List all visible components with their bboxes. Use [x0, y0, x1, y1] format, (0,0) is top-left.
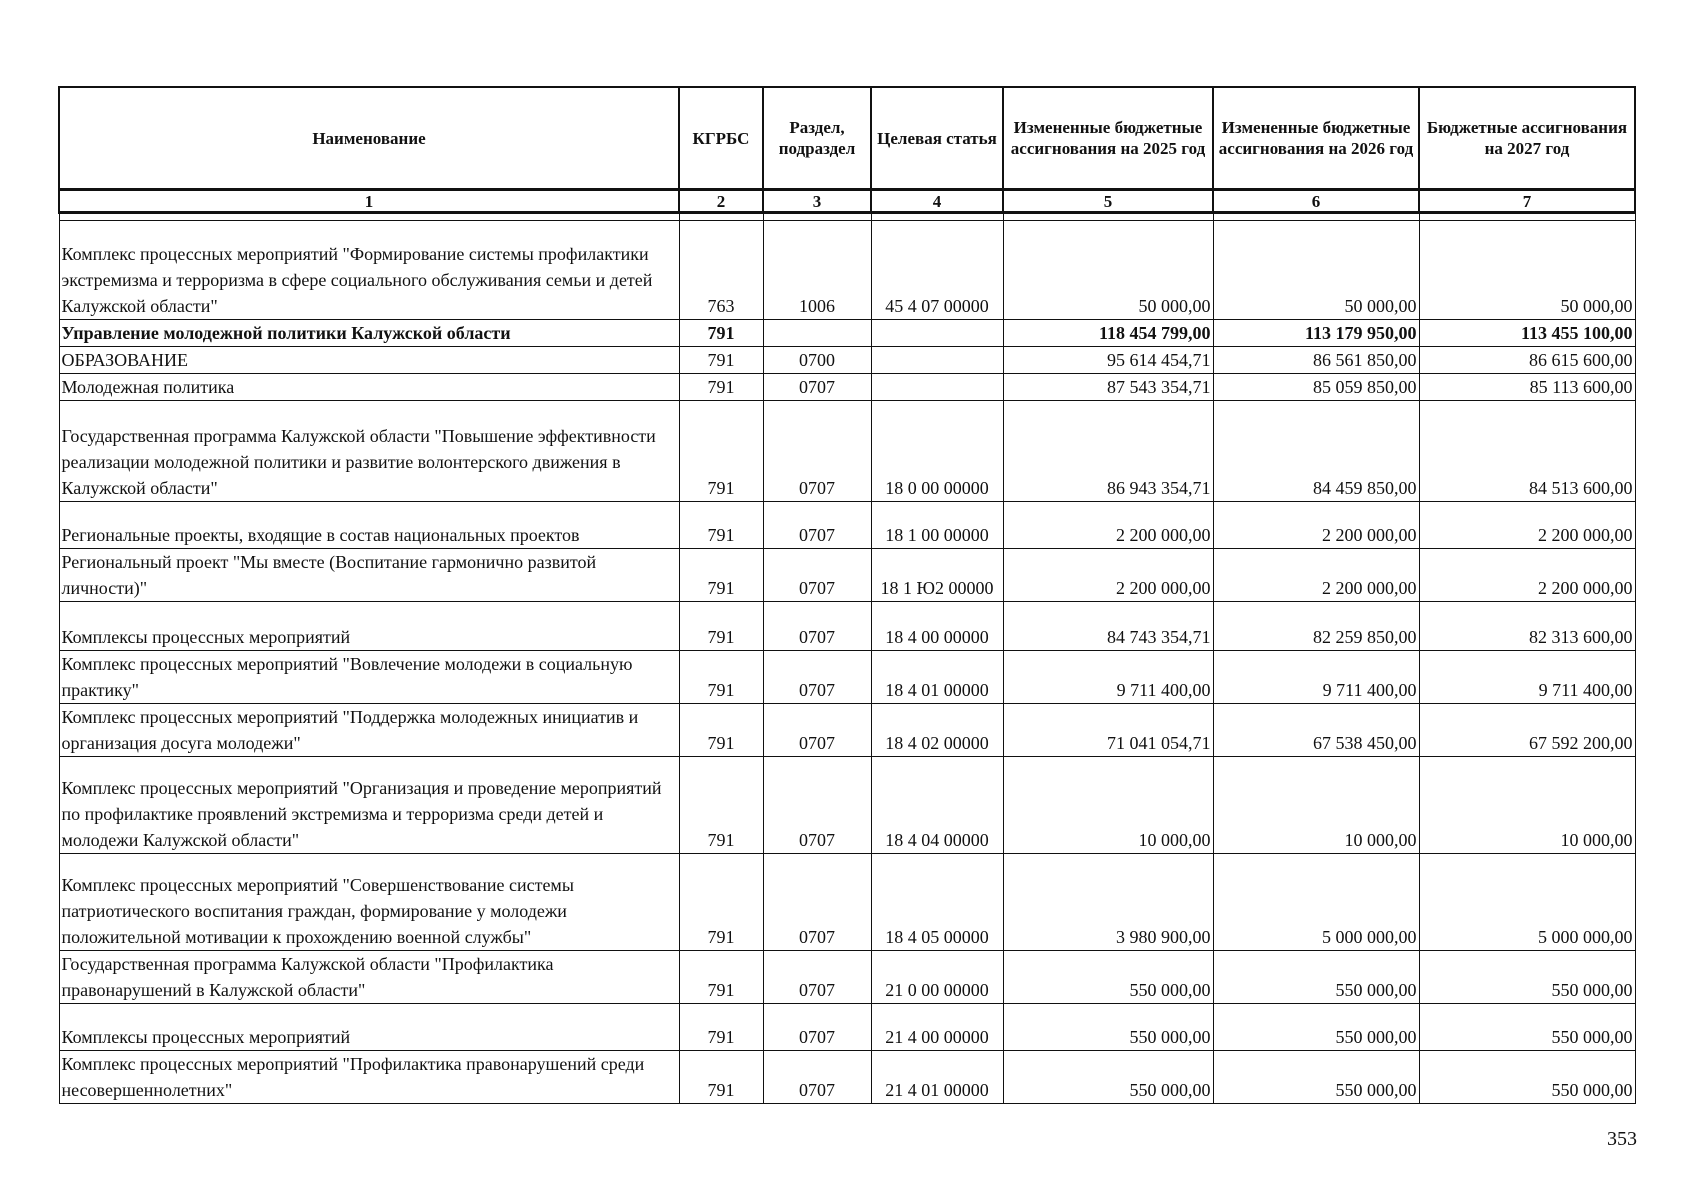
row-target-article: 18 4 05 00000 [871, 854, 1003, 951]
row-amount-2025: 95 614 454,71 [1003, 347, 1213, 374]
row-amount-2026: 67 538 450,00 [1213, 704, 1419, 757]
row-kgrbs: 791 [679, 320, 763, 347]
row-target-article: 18 4 00 00000 [871, 602, 1003, 651]
row-kgrbs: 791 [679, 1004, 763, 1051]
row-target-article: 21 4 01 00000 [871, 1051, 1003, 1104]
row-section: 0707 [763, 602, 871, 651]
row-amount-2027: 50 000,00 [1419, 221, 1635, 320]
row-target-article: 18 4 02 00000 [871, 704, 1003, 757]
column-number: 5 [1003, 190, 1213, 213]
row-section: 0707 [763, 549, 871, 602]
budget-document [58, 86, 1634, 1104]
row-amount-2026: 5 000 000,00 [1213, 854, 1419, 951]
row-name: Комплекс процессных мероприятий "Организация и проведение мероприятий по профилактике проявлений экстремизма и терроризма среди детей и молодежи Калужской области" [59, 757, 679, 854]
table-row [59, 854, 1635, 951]
table-row [59, 502, 1635, 549]
column-number: 2 [679, 190, 763, 213]
column-number: 7 [1419, 190, 1635, 213]
row-kgrbs: 791 [679, 374, 763, 401]
table-row [59, 1051, 1635, 1104]
page-number: 353 [1607, 1128, 1637, 1150]
header-target-article: Целевая статья [871, 87, 1003, 190]
row-amount-2025: 118 454 799,00 [1003, 320, 1213, 347]
budget-table [58, 86, 1636, 1104]
row-amount-2027: 550 000,00 [1419, 1051, 1635, 1104]
row-kgrbs: 791 [679, 651, 763, 704]
row-target-article: 18 1 00 00000 [871, 502, 1003, 549]
row-amount-2025: 550 000,00 [1003, 951, 1213, 1004]
row-amount-2027: 550 000,00 [1419, 1004, 1635, 1051]
table-row [59, 602, 1635, 651]
row-amount-2026: 2 200 000,00 [1213, 502, 1419, 549]
row-amount-2025: 9 711 400,00 [1003, 651, 1213, 704]
row-section: 0707 [763, 502, 871, 549]
row-amount-2025: 2 200 000,00 [1003, 502, 1213, 549]
row-name: Комплекс процессных мероприятий "Поддержка молодежных инициатив и организация досуга молодежи" [59, 704, 679, 757]
row-target-article: 45 4 07 00000 [871, 221, 1003, 320]
row-amount-2026: 10 000,00 [1213, 757, 1419, 854]
row-target-article: 18 4 01 00000 [871, 651, 1003, 704]
row-kgrbs: 791 [679, 549, 763, 602]
table-row [59, 320, 1635, 347]
row-section: 0700 [763, 347, 871, 374]
row-target-article: 18 4 04 00000 [871, 757, 1003, 854]
row-amount-2026: 550 000,00 [1213, 1051, 1419, 1104]
table-header-row [59, 87, 1635, 190]
header-section: Раздел, подраздел [763, 87, 871, 190]
table-row [59, 651, 1635, 704]
row-amount-2026: 2 200 000,00 [1213, 549, 1419, 602]
row-section: 0707 [763, 1004, 871, 1051]
row-amount-2027: 82 313 600,00 [1419, 602, 1635, 651]
header-name: Наименование [59, 87, 679, 190]
row-section: 0707 [763, 651, 871, 704]
row-amount-2026: 9 711 400,00 [1213, 651, 1419, 704]
table-row [59, 401, 1635, 502]
row-amount-2025: 50 000,00 [1003, 221, 1213, 320]
header-2027: Бюджетные ассигнования на 2027 год [1419, 87, 1635, 190]
row-section: 0707 [763, 757, 871, 854]
row-target-article [871, 374, 1003, 401]
row-target-article [871, 320, 1003, 347]
row-kgrbs: 791 [679, 502, 763, 549]
row-section: 0707 [763, 1051, 871, 1104]
row-name: Комплекс процессных мероприятий "Формирование системы профилактики экстремизма и терроризма в сфере социального обслуживания семьи и детей Калужской области" [59, 221, 679, 320]
row-amount-2027: 84 513 600,00 [1419, 401, 1635, 502]
table-row [59, 757, 1635, 854]
row-amount-2025: 3 980 900,00 [1003, 854, 1213, 951]
column-number: 1 [59, 190, 679, 213]
row-amount-2026: 550 000,00 [1213, 1004, 1419, 1051]
row-section: 0707 [763, 951, 871, 1004]
row-amount-2025: 71 041 054,71 [1003, 704, 1213, 757]
table-body [59, 213, 1635, 1104]
row-amount-2027: 550 000,00 [1419, 951, 1635, 1004]
row-kgrbs: 791 [679, 347, 763, 374]
row-amount-2026: 113 179 950,00 [1213, 320, 1419, 347]
row-amount-2025: 550 000,00 [1003, 1004, 1213, 1051]
table-row [59, 1004, 1635, 1051]
column-number: 6 [1213, 190, 1419, 213]
table-row [59, 549, 1635, 602]
table-row [59, 374, 1635, 401]
row-name: Комплекс процессных мероприятий "Вовлечение молодежи в социальную практику" [59, 651, 679, 704]
row-kgrbs: 763 [679, 221, 763, 320]
row-amount-2027: 5 000 000,00 [1419, 854, 1635, 951]
column-number: 3 [763, 190, 871, 213]
row-amount-2027: 85 113 600,00 [1419, 374, 1635, 401]
row-target-article: 21 0 00 00000 [871, 951, 1003, 1004]
row-amount-2027: 9 711 400,00 [1419, 651, 1635, 704]
row-name: ОБРАЗОВАНИЕ [59, 347, 679, 374]
column-number: 4 [871, 190, 1003, 213]
row-name: Управление молодежной политики Калужской области [59, 320, 679, 347]
row-amount-2026: 50 000,00 [1213, 221, 1419, 320]
header-2025: Измененные бюджетные ассигнования на 2025 год [1003, 87, 1213, 190]
row-name: Региональный проект "Мы вместе (Воспитание гармонично развитой личности)" [59, 549, 679, 602]
row-target-article [871, 347, 1003, 374]
row-section: 0707 [763, 401, 871, 502]
header-2026: Измененные бюджетные ассигнования на 2026 год [1213, 87, 1419, 190]
row-amount-2027: 2 200 000,00 [1419, 549, 1635, 602]
row-name: Комплексы процессных мероприятий [59, 602, 679, 651]
table-row [59, 221, 1635, 320]
row-amount-2027: 67 592 200,00 [1419, 704, 1635, 757]
row-amount-2026: 85 059 850,00 [1213, 374, 1419, 401]
row-name: Государственная программа Калужской области "Профилактика правонарушений в Калужской области" [59, 951, 679, 1004]
row-kgrbs: 791 [679, 757, 763, 854]
row-amount-2025: 84 743 354,71 [1003, 602, 1213, 651]
row-section: 0707 [763, 854, 871, 951]
row-amount-2025: 2 200 000,00 [1003, 549, 1213, 602]
row-target-article: 18 1 Ю2 00000 [871, 549, 1003, 602]
row-amount-2026: 84 459 850,00 [1213, 401, 1419, 502]
row-section [763, 320, 871, 347]
row-name: Комплекс процессных мероприятий "Профилактика правонарушений среди несовершеннолетних" [59, 1051, 679, 1104]
row-amount-2027: 10 000,00 [1419, 757, 1635, 854]
row-amount-2025: 550 000,00 [1003, 1051, 1213, 1104]
row-amount-2026: 86 561 850,00 [1213, 347, 1419, 374]
spacer-row [59, 213, 1635, 221]
header-kgrbs: КГРБС [679, 87, 763, 190]
row-amount-2027: 2 200 000,00 [1419, 502, 1635, 549]
column-number-row [59, 190, 1635, 213]
row-amount-2026: 82 259 850,00 [1213, 602, 1419, 651]
row-name: Комплексы процессных мероприятий [59, 1004, 679, 1051]
row-kgrbs: 791 [679, 704, 763, 757]
table-row [59, 704, 1635, 757]
row-kgrbs: 791 [679, 854, 763, 951]
row-amount-2027: 113 455 100,00 [1419, 320, 1635, 347]
row-amount-2026: 550 000,00 [1213, 951, 1419, 1004]
table-row [59, 951, 1635, 1004]
row-kgrbs: 791 [679, 1051, 763, 1104]
row-kgrbs: 791 [679, 602, 763, 651]
row-target-article: 21 4 00 00000 [871, 1004, 1003, 1051]
row-name: Региональные проекты, входящие в состав национальных проектов [59, 502, 679, 549]
row-section: 1006 [763, 221, 871, 320]
row-kgrbs: 791 [679, 401, 763, 502]
row-section: 0707 [763, 374, 871, 401]
row-name: Комплекс процессных мероприятий "Совершенствование системы патриотического воспитания граждан, формирование у молодежи положительной мотивации к прохождению военной службы" [59, 854, 679, 951]
row-amount-2025: 87 543 354,71 [1003, 374, 1213, 401]
row-amount-2027: 86 615 600,00 [1419, 347, 1635, 374]
row-kgrbs: 791 [679, 951, 763, 1004]
row-name: Государственная программа Калужской области "Повышение эффективности реализации молодежной политики и развитие волонтерского движения в Калужской области" [59, 401, 679, 502]
table-row [59, 347, 1635, 374]
row-amount-2025: 86 943 354,71 [1003, 401, 1213, 502]
row-name: Молодежная политика [59, 374, 679, 401]
row-section: 0707 [763, 704, 871, 757]
row-target-article: 18 0 00 00000 [871, 401, 1003, 502]
row-amount-2025: 10 000,00 [1003, 757, 1213, 854]
